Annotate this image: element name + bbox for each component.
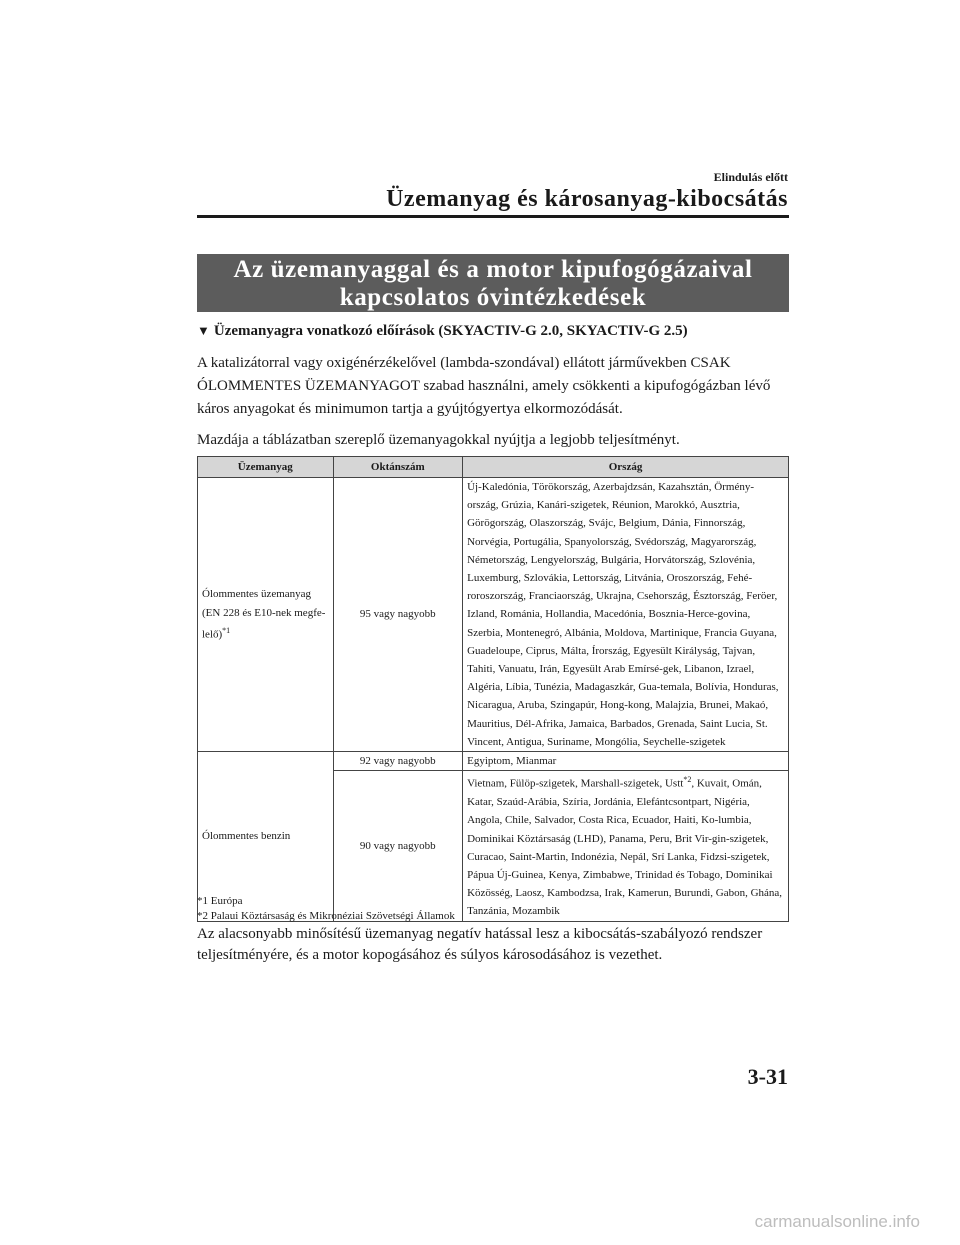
footnote-1: *1 Európa <box>197 895 243 907</box>
octane-cell: 92 vagy nagyobb <box>333 752 463 771</box>
country-cell: Egyiptom, Mianmar <box>463 752 789 771</box>
header-fuel: Üzemanyag <box>198 457 334 478</box>
table-header-row <box>198 457 789 478</box>
banner-line-1: Az üzemanyaggal és a motor kipufogógázaival <box>233 256 753 283</box>
table-row <box>198 478 789 752</box>
octane-cell: 90 vagy nagyobb <box>333 771 463 921</box>
section-label: Elindulás előtt <box>713 170 788 184</box>
country-cell: Új-Kaledónia, Törökország, Azerbajdzsán, Kazahsztán, Örmény-ország, Grúzia, Kanári-szigetek, Réunion, Marokkó, Ausztria, Görögország, Olaszország, Svájc, Belgium, Dánia, Finnország, Norvégia, Portugália, Spanyolország, Svédország, Magyarország, Németország, Lengyelország, Bulgária, Horvátország, Szlovénia, Luxemburg, Szlovákia, Lettország, Litvánia, Oroszország, Fehé-roroszország, Franciaország, Ukrajna, Csehország, Észtország, Feröer, Izland, Románia, Hollandia, Macedónia, Bosznia-Herce-govina, Szerbia, Montenegró, Albánia, Moldova, Martinique, Francia Guyana, Guadeloupe, Ciprus, Málta, Írország, Egyesült Királyság, Tajvan, Tahiti, Vanuatu, Irán, Egyesült Arab Emírsé-gek, Libanon, Izrael, Algéria, Líbia, Tunézia, Madagaszkár, Gua-temala, Bolívia, Honduras, Nicaragua, Aruba, Szingapúr, Hong-kong, Malajzia, Brunei, Makaó, Mauritius, Dél-Afrika, Jamaica, Barbados, Grenada, Saint Lucia, St. Vincent, Antigua, Suriname, Mongólia, Seychelle-szigetek <box>463 478 789 752</box>
fuel-cell: Ólommentes benzin <box>198 752 334 921</box>
country-cell <box>463 771 789 921</box>
header-divider <box>197 215 789 218</box>
fuel-cell <box>198 478 334 752</box>
banner-line-2: kapcsolatos óvintézkedések <box>339 284 647 311</box>
fuel-table <box>197 456 789 922</box>
footnote-ref: *2 <box>683 775 692 785</box>
intro-paragraph: A katalizátorral vagy oxigénérzékelővel (lambda-szondával) ellátott járművekben CSAK ÓLOMMENTES ÜZEMANYAGOT szabad használni, amely csökkenti a kipufogógázban lévő káros anyagokat és minimumon tartja a gyújtógyertya elkormozódását. <box>197 355 771 417</box>
subheading-text: Üzemanyagra vonatkozó előírások (SKYACTIV-G 2.0, SKYACTIV-G 2.5) <box>213 323 688 339</box>
fuel-name: Ólommentes üzemanyag (EN 228 és E10-nek megfe-lelő) <box>202 588 326 641</box>
section-banner <box>197 254 789 312</box>
table-row <box>198 752 789 771</box>
header-octane: Oktánszám <box>333 457 463 478</box>
country-list-start: Vietnam, Fülöp-szigetek, Marshall-szigetek, Ustt <box>467 777 684 790</box>
watermark: carmanualsonline.info <box>754 1212 920 1231</box>
table-intro-paragraph: Mazdája a táblázatban szereplő üzemanyagokkal nyújtja a legjobb teljesítményt. <box>197 432 680 448</box>
country-list-rest: , Kuvait, Omán, Katar, Szaúd-Arábia, Szíria, Jordánia, Elefántcsontpart, Nigéria, Angola, Chile, Salvador, Costa Rica, Ecuador, Haiti, Ko-lumbia, Dominikai Köztársaság (LHD), Panama, Peru, Brit Vir-gin-szigetek, Curacao, Saint-Martin, Indonézia, Nepál, Srí Lanka, Fidzsi-szigetek, Pápua Új-Guinea, Kenya, Zimbabwe, Trinidad és Tobago, Dominikai Közösség, Laosz, Kambodzsa, Irak, Kamerun, Burundi, Gabon, Ghána, Tanzánia, Mozambik <box>467 777 783 918</box>
footnote-2: *2 Palaui Köztársaság és Mikronéziai Szövetségi Államok <box>197 910 455 922</box>
subheading <box>197 323 688 340</box>
warning-paragraph: Az alacsonyabb minősítésű üzemanyag negatív hatással lesz a kibocsátás-szabályozó rendszer teljesítményére, és a motor kopogásához és súlyos károsodásához is vezethet. <box>197 926 763 963</box>
footnote-ref: *1 <box>222 625 231 635</box>
page-number: 3-31 <box>747 1064 788 1089</box>
header-country: Ország <box>463 457 789 478</box>
page-title: Üzemanyag és károsanyag-kibocsátás <box>386 186 788 212</box>
footnotes <box>197 894 455 924</box>
octane-cell: 95 vagy nagyobb <box>333 478 463 752</box>
triangle-down-icon: ▼ <box>197 323 210 338</box>
